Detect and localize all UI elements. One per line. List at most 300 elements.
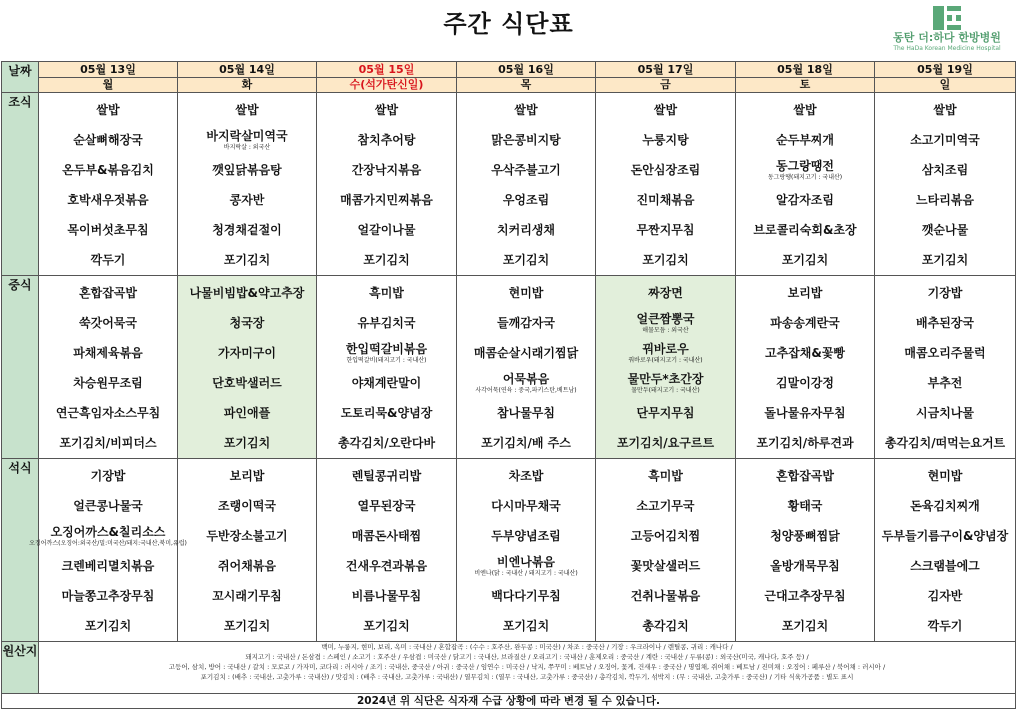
menu-item-name: 조랭이떡국 xyxy=(218,499,276,513)
menu-item xyxy=(596,521,735,551)
menu-item-name: 얼큰짬뽕국 xyxy=(636,312,695,326)
menu-item xyxy=(736,95,874,125)
menu-item-name: 청양풍뼈찜닭 xyxy=(770,529,840,543)
menu-item xyxy=(317,551,456,581)
menu-item xyxy=(875,95,1015,125)
menu-item xyxy=(457,611,595,641)
menu-item-name: 참나물무침 xyxy=(497,406,555,420)
menu-item-name: 고추잡채&꽃빵 xyxy=(764,346,846,360)
menu-item-name: 브로콜리숙회&초장 xyxy=(753,223,857,237)
lunch-cell xyxy=(317,276,457,459)
menu-item-name: 돈육김치찌개 xyxy=(910,499,980,513)
origin-line: 백미, 누룽지, 현미, 보리, 옥미 : 국내산 / 혼합잡곡 : (수수 : 호주산, 완두콩 : 미국산) / 차조 : 중국산 / 기장 : 우크라이나 / 렌틸콩, 귀리 : 캐나다 / xyxy=(321,643,733,651)
menu-item xyxy=(736,245,874,275)
menu-item-list xyxy=(736,459,874,641)
menu-item-name: 매콤돈사태찜 xyxy=(351,529,422,543)
menu-item xyxy=(178,428,316,458)
menu-item-name: 총각김치/떠먹는요거트 xyxy=(884,436,1006,450)
menu-item-list xyxy=(29,459,187,641)
menu-item-name: 보리밥 xyxy=(787,286,823,300)
menu-item-name: 깍두기 xyxy=(90,253,126,267)
menu-item-name: 마늘쫑고추장무침 xyxy=(61,589,155,603)
menu-item-list xyxy=(39,276,177,458)
menu-item-name: 진미채볶음 xyxy=(636,193,695,207)
menu-item xyxy=(457,491,595,521)
menu-item-name: 기장밥 xyxy=(927,286,963,300)
menu-item xyxy=(736,461,874,491)
menu-item xyxy=(39,308,177,338)
weekday-cell: 화 xyxy=(178,78,317,93)
menu-item-list xyxy=(736,93,874,275)
menu-item-name: 목이버섯초무침 xyxy=(67,223,149,237)
menu-item-name: 포기김치 xyxy=(781,619,829,633)
menu-item xyxy=(875,611,1015,641)
menu-item xyxy=(178,278,316,308)
menu-item-list xyxy=(317,276,456,458)
menu-item xyxy=(317,308,456,338)
menu-item-list xyxy=(596,93,735,275)
lunch-cell xyxy=(457,276,596,459)
lunch-cell xyxy=(178,276,317,459)
menu-item-name: 렌틸콩귀리밥 xyxy=(351,469,422,483)
menu-item xyxy=(875,521,1015,551)
menu-item-name: 쥐어채볶음 xyxy=(218,559,276,573)
menu-item-name: 포기김치/비피더스 xyxy=(59,436,157,450)
breakfast-label: 조식 xyxy=(2,93,39,276)
menu-item-name: 황태국 xyxy=(787,499,823,513)
menu-item-list xyxy=(736,276,874,458)
logo-name: 동탄 더:하다 한방병원 xyxy=(893,31,1001,44)
menu-item-name: 쌀밥 xyxy=(933,103,957,117)
menu-item-name: 흑미밥 xyxy=(369,286,404,300)
menu-item xyxy=(178,551,316,581)
menu-item xyxy=(875,308,1015,338)
menu-item-name: 야채계란말이 xyxy=(351,376,422,390)
weekday-cell: 토 xyxy=(736,78,875,93)
menu-item-name: 파채제육볶음 xyxy=(73,346,143,360)
menu-item-name: 꽃맛살샐러드 xyxy=(630,559,701,573)
weekday-row xyxy=(2,78,1016,93)
footer-row xyxy=(2,694,1016,709)
menu-item-name: 건새우견과볶음 xyxy=(345,559,428,573)
menu-item-name: 올방개묵무침 xyxy=(770,559,840,573)
menu-item-name: 포기김치/하루견과 xyxy=(756,436,854,450)
menu-item xyxy=(178,125,316,155)
menu-item xyxy=(596,278,735,308)
menu-item xyxy=(317,338,456,368)
menu-item-name: 쑥갓어묵국 xyxy=(79,316,137,330)
menu-item-list xyxy=(457,276,595,458)
menu-item xyxy=(178,461,316,491)
menu-item-name: 깻순나물 xyxy=(921,223,969,237)
menu-item xyxy=(736,428,874,458)
menu-item xyxy=(457,338,595,368)
menu-item xyxy=(596,245,735,275)
menu-item-name: 쌀밥 xyxy=(374,103,399,117)
menu-item xyxy=(596,155,735,185)
menu-item xyxy=(457,521,595,551)
date-cell: 05월 15일 xyxy=(317,62,457,78)
menu-item xyxy=(875,215,1015,245)
menu-item-name: 소고기미역국 xyxy=(910,133,980,147)
menu-item xyxy=(596,338,735,368)
menu-item-name: 포기김치/배 주스 xyxy=(481,436,571,450)
dinner-cell xyxy=(457,459,596,642)
menu-item-name: 한입떡갈비볶음 xyxy=(345,342,428,356)
menu-item xyxy=(39,428,177,458)
origin-line: 포기김치 : (배추 : 국내산, 고춧가루 : 국내산) / 맛김치 : (배추 : 국내산, 고춧가루 : 국내산) / 열무김치 : (열무 : 국내산, 고춧가루 : 중국산) / 총각김치, 깍두기, 섞박지 : (무 : 국내산, 고춧가루 : 중국산) / 기타 식육가공품 : 별도 표시 xyxy=(200,673,854,681)
breakfast-cell xyxy=(736,93,875,276)
weekday-cell: 수(석가탄신일) xyxy=(317,78,457,93)
menu-item xyxy=(736,155,874,185)
menu-item xyxy=(317,428,456,458)
dinner-cell xyxy=(317,459,457,642)
menu-item-name: 근대고추장무침 xyxy=(764,589,846,603)
lunch-row xyxy=(2,276,1016,459)
menu-item xyxy=(875,398,1015,428)
weekday-cell: 일 xyxy=(875,78,1016,93)
breakfast-cell xyxy=(178,93,317,276)
menu-item xyxy=(875,125,1015,155)
menu-item xyxy=(317,521,456,551)
menu-item-name: 차조밥 xyxy=(508,469,544,483)
menu-item-name: 포기김치 xyxy=(223,253,271,267)
menu-item-name: 매콤오리주물럭 xyxy=(904,346,986,360)
menu-item-origin-note: 오징어까스(오징어:외국산/밀:미국산/돼지:국내산,북미,유럽) xyxy=(29,540,187,547)
menu-item xyxy=(875,581,1015,611)
menu-item-name: 매콤가지민찌볶음 xyxy=(340,193,433,207)
menu-item-list xyxy=(317,93,456,275)
origin-line: 고등어, 삼치, 방어 : 국내산 / 갈치 : 모로코 / 가자미, 코다리 : 러시아 / 조기 : 국내산, 중국산 / 아귀 : 중국산 / 임연수 : 미국산 / 낙지, 쭈꾸미 : 베트남 / 오징어, 꽃게, 건새우 : 중국산 / 명엽채, 쥐어채 : 베트남 / 진미채 : 오징어 : 페루산 / 북어채 : 러시아 / xyxy=(168,663,886,671)
hospital-logo xyxy=(891,6,1003,56)
menu-item-list xyxy=(875,276,1015,458)
menu-item-name: 혼합잡곡밥 xyxy=(79,286,137,300)
menu-item-name: 파인애플 xyxy=(223,406,271,420)
menu-item xyxy=(178,215,316,245)
menu-item xyxy=(457,215,595,245)
menu-item-origin-note: 물만두(돼지고기 : 국내산) xyxy=(631,387,700,394)
lunch-cell xyxy=(875,276,1016,459)
menu-item-name: 쌀밥 xyxy=(653,103,678,117)
menu-item xyxy=(457,428,595,458)
menu-item xyxy=(736,368,874,398)
menu-item xyxy=(457,95,595,125)
menu-item xyxy=(457,185,595,215)
menu-item-name: 포기김치 xyxy=(363,619,410,633)
menu-item xyxy=(596,308,735,338)
menu-item xyxy=(39,278,177,308)
menu-item-name: 포기김치 xyxy=(84,619,132,633)
menu-item-name: 포기김치 xyxy=(781,253,829,267)
menu-item-origin-note: 해물모듬 : 외국산 xyxy=(642,327,689,334)
menu-item-origin-note: 바지락살 : 외국산 xyxy=(223,144,271,151)
menu-item-name: 오징어까스&칠리소스 xyxy=(50,525,166,539)
menu-item-name: 현미밥 xyxy=(927,469,963,483)
breakfast-cell xyxy=(457,93,596,276)
menu-item xyxy=(39,551,177,581)
menu-item-name: 포기김치 xyxy=(642,253,689,267)
menu-item-name: 소고기무국 xyxy=(636,499,695,513)
menu-item-name: 배추된장국 xyxy=(916,316,974,330)
dinner-cell xyxy=(596,459,736,642)
menu-item-name: 차승원무조림 xyxy=(73,376,143,390)
menu-item-name: 도토리묵&양념장 xyxy=(340,406,433,420)
menu-item xyxy=(317,245,456,275)
menu-item-name: 파송송계란국 xyxy=(770,316,840,330)
date-cell: 05월 19일 xyxy=(875,62,1016,78)
menu-item xyxy=(596,611,735,641)
weekday-cell: 금 xyxy=(596,78,736,93)
breakfast-cell xyxy=(317,93,457,276)
origin-line: 돼지고기 : 국내산 / 돈삼겹 : 스페인 / 소고기 : 호주산 / 우삼겹 : 미국산 / 닭고기 : 국내산, 브라질산 / 오리고기 : 국내산 / 훈제오리 : 중국산 / 계란 : 국내산 / 두류(콩) : 외국산(미국, 캐나다, 호주 등) / xyxy=(245,653,809,661)
menu-item-name: 순두부찌개 xyxy=(776,133,834,147)
menu-item-name: 김말이강정 xyxy=(776,376,834,390)
menu-item xyxy=(875,245,1015,275)
menu-item-name: 포기김치/요구르트 xyxy=(616,436,715,450)
menu-item-name: 총각김치 xyxy=(642,619,689,633)
menu-item xyxy=(596,428,735,458)
lunch-cell xyxy=(39,276,178,459)
menu-item-name: 매콤순살시래기찜닭 xyxy=(473,346,579,360)
menu-item-name: 느타리볶음 xyxy=(916,193,974,207)
menu-item xyxy=(875,278,1015,308)
menu-item xyxy=(736,398,874,428)
menu-item-name: 단호박샐러드 xyxy=(212,376,282,390)
dinner-cell xyxy=(178,459,317,642)
date-cell: 05월 16일 xyxy=(457,62,596,78)
lunch-cell xyxy=(596,276,736,459)
menu-item-name: 두부양념조림 xyxy=(491,529,561,543)
menu-item xyxy=(875,461,1015,491)
menu-item xyxy=(596,215,735,245)
menu-item-name: 김자반 xyxy=(927,589,963,603)
menu-item-name: 가자미구이 xyxy=(218,346,276,360)
menu-item-name: 백다다기무침 xyxy=(491,589,561,603)
menu-item-name: 꼬시래기무침 xyxy=(212,589,282,603)
date-row xyxy=(2,62,1016,78)
menu-item xyxy=(457,368,595,398)
menu-item-name: 얼갈이나물 xyxy=(357,223,416,237)
menu-item-name: 포기김치 xyxy=(502,253,550,267)
origin-info xyxy=(39,642,1016,694)
menu-item xyxy=(736,611,874,641)
menu-item-name: 현미밥 xyxy=(508,286,544,300)
menu-item-name: 깍두기 xyxy=(927,619,963,633)
menu-item-name: 쌀밥 xyxy=(793,103,817,117)
menu-item xyxy=(596,185,735,215)
dinner-cell xyxy=(875,459,1016,642)
menu-item-name: 누룽지탕 xyxy=(642,133,689,147)
menu-item-name: 우삭주불고기 xyxy=(491,163,561,177)
menu-item xyxy=(39,461,177,491)
menu-item xyxy=(317,461,456,491)
menu-item xyxy=(457,398,595,428)
menu-item xyxy=(39,338,177,368)
menu-item-name: 바지락살미역국 xyxy=(206,129,288,143)
menu-item xyxy=(875,551,1015,581)
weekday-cell: 목 xyxy=(457,78,596,93)
menu-item xyxy=(875,155,1015,185)
dinner-row xyxy=(2,459,1016,642)
menu-item xyxy=(178,491,316,521)
menu-item-list xyxy=(178,93,316,275)
menu-item xyxy=(39,611,177,641)
menu-item-name: 보리밥 xyxy=(229,469,265,483)
menu-item-list xyxy=(596,276,735,458)
menu-item xyxy=(178,155,316,185)
dinner-label: 석식 xyxy=(2,459,39,642)
logo-subtitle: The HaDa Korean Medicine Hospital xyxy=(893,45,1001,52)
menu-item-name: 열무된장국 xyxy=(357,499,416,513)
menu-item xyxy=(178,308,316,338)
menu-item-name: 크렌베리멸치볶음 xyxy=(61,559,155,573)
menu-item xyxy=(178,245,316,275)
menu-item xyxy=(736,521,874,551)
menu-item-name: 포기김치 xyxy=(363,253,410,267)
menu-item xyxy=(317,125,456,155)
menu-item-name: 두부들기름구이&양념장 xyxy=(881,529,1009,543)
menu-item-origin-note: 한입떡갈비(돼지고기 : 국내산) xyxy=(346,357,427,364)
menu-item-name: 청경채겉절이 xyxy=(212,223,282,237)
menu-item xyxy=(736,278,874,308)
breakfast-row xyxy=(2,93,1016,276)
menu-item xyxy=(178,338,316,368)
menu-item xyxy=(875,338,1015,368)
menu-item xyxy=(39,125,177,155)
hospital-logo-icon xyxy=(933,6,961,30)
menu-item-name: 콩자반 xyxy=(229,193,265,207)
menu-item-name: 비엔나볶음 xyxy=(497,555,555,569)
menu-item xyxy=(317,368,456,398)
menu-item-name: 맑은콩비지탕 xyxy=(491,133,561,147)
weekday-cell: 월 xyxy=(39,78,178,93)
menu-item xyxy=(736,338,874,368)
menu-item xyxy=(178,611,316,641)
menu-item-name: 간장낙지볶음 xyxy=(351,163,422,177)
menu-item xyxy=(596,398,735,428)
menu-item-name: 꿔바로우 xyxy=(642,342,689,356)
menu-item xyxy=(457,581,595,611)
page-title: 주간 식단표 xyxy=(443,10,574,38)
menu-item-name: 포기김치 xyxy=(223,436,271,450)
menu-item-name: 삼치조림 xyxy=(921,163,969,177)
menu-item-name: 흑미밥 xyxy=(648,469,683,483)
menu-item-list xyxy=(178,276,316,458)
menu-item-name: 우엉조림 xyxy=(502,193,550,207)
menu-item xyxy=(457,125,595,155)
dinner-cell xyxy=(29,459,187,642)
menu-item-name: 단무지무침 xyxy=(636,406,695,420)
menu-item-name: 짜장면 xyxy=(648,286,683,300)
menu-item xyxy=(457,551,595,581)
menu-item xyxy=(736,581,874,611)
breakfast-cell xyxy=(596,93,736,276)
menu-item-list xyxy=(457,93,595,275)
menu-item xyxy=(596,491,735,521)
menu-item-name: 총각김치/오란다바 xyxy=(337,436,436,450)
date-cell: 05월 14일 xyxy=(178,62,317,78)
menu-item xyxy=(596,551,735,581)
menu-item-name: 기장밥 xyxy=(90,469,126,483)
menu-item xyxy=(736,551,874,581)
menu-item xyxy=(317,278,456,308)
menu-item xyxy=(178,521,316,551)
menu-item xyxy=(39,95,177,125)
menu-item xyxy=(596,95,735,125)
menu-item xyxy=(178,95,316,125)
menu-item-name: 고등어김치찜 xyxy=(630,529,701,543)
menu-item-name: 얼큰콩나물국 xyxy=(73,499,143,513)
breakfast-cell xyxy=(39,93,178,276)
menu-item xyxy=(875,185,1015,215)
menu-item xyxy=(317,581,456,611)
origin-label: 원산지 xyxy=(2,642,39,694)
menu-item xyxy=(317,611,456,641)
menu-item-name: 참치추어탕 xyxy=(357,133,416,147)
menu-item-name: 동그랑땡전 xyxy=(776,159,834,173)
menu-item-name: 돈안심장조림 xyxy=(630,163,701,177)
menu-item-list xyxy=(875,459,1015,641)
menu-item-name: 쌀밥 xyxy=(96,103,120,117)
menu-item-list xyxy=(317,459,456,641)
menu-item xyxy=(39,215,177,245)
menu-item-list xyxy=(39,93,177,275)
menu-item-name: 호박새우젓볶음 xyxy=(67,193,149,207)
menu-item-name: 부추전 xyxy=(927,376,963,390)
menu-item-name: 건취나물볶음 xyxy=(630,589,701,603)
menu-item xyxy=(736,308,874,338)
menu-item xyxy=(875,428,1015,458)
menu-item-name: 포기김치 xyxy=(502,619,550,633)
menu-item-name: 유부김치국 xyxy=(357,316,416,330)
lunch-label: 중식 xyxy=(2,276,39,459)
menu-item-name: 알감자조림 xyxy=(776,193,834,207)
menu-item-name: 들깨감자국 xyxy=(497,316,555,330)
menu-item-name: 혼합잡곡밥 xyxy=(776,469,834,483)
menu-item-name: 시금치나물 xyxy=(916,406,974,420)
menu-item-name: 나물비빔밥&약고추장 xyxy=(189,286,305,300)
menu-item xyxy=(875,491,1015,521)
menu-item-name: 청국장 xyxy=(229,316,265,330)
menu-item xyxy=(39,245,177,275)
menu-item-name: 포기김치 xyxy=(223,619,271,633)
menu-item-name: 포기김치 xyxy=(921,253,969,267)
dinner-cell xyxy=(736,459,875,642)
menu-item xyxy=(178,368,316,398)
menu-item-list xyxy=(457,459,595,641)
menu-item xyxy=(317,398,456,428)
menu-item-name: 깻잎닭볶음탕 xyxy=(212,163,282,177)
menu-item-name: 스크램블에그 xyxy=(910,559,980,573)
menu-item xyxy=(736,125,874,155)
menu-item xyxy=(39,581,177,611)
menu-item xyxy=(317,95,456,125)
menu-item xyxy=(596,368,735,398)
menu-item-name: 쌀밥 xyxy=(235,103,259,117)
menu-item-name: 다시마무채국 xyxy=(491,499,561,513)
footer-notice: 2024년 위 식단은 식자재 수급 상황에 따라 변경 될 수 있습니다. xyxy=(2,694,1016,709)
menu-item-list xyxy=(596,459,735,641)
menu-item xyxy=(39,398,177,428)
menu-item xyxy=(178,581,316,611)
menu-item xyxy=(457,308,595,338)
menu-item-name: 돌나물유자무침 xyxy=(764,406,846,420)
menu-item xyxy=(736,215,874,245)
menu-item xyxy=(457,155,595,185)
menu-item xyxy=(875,368,1015,398)
menu-item-origin-note: 꿔바로우(돼지고기 : 국내산) xyxy=(628,357,703,364)
menu-item xyxy=(317,155,456,185)
